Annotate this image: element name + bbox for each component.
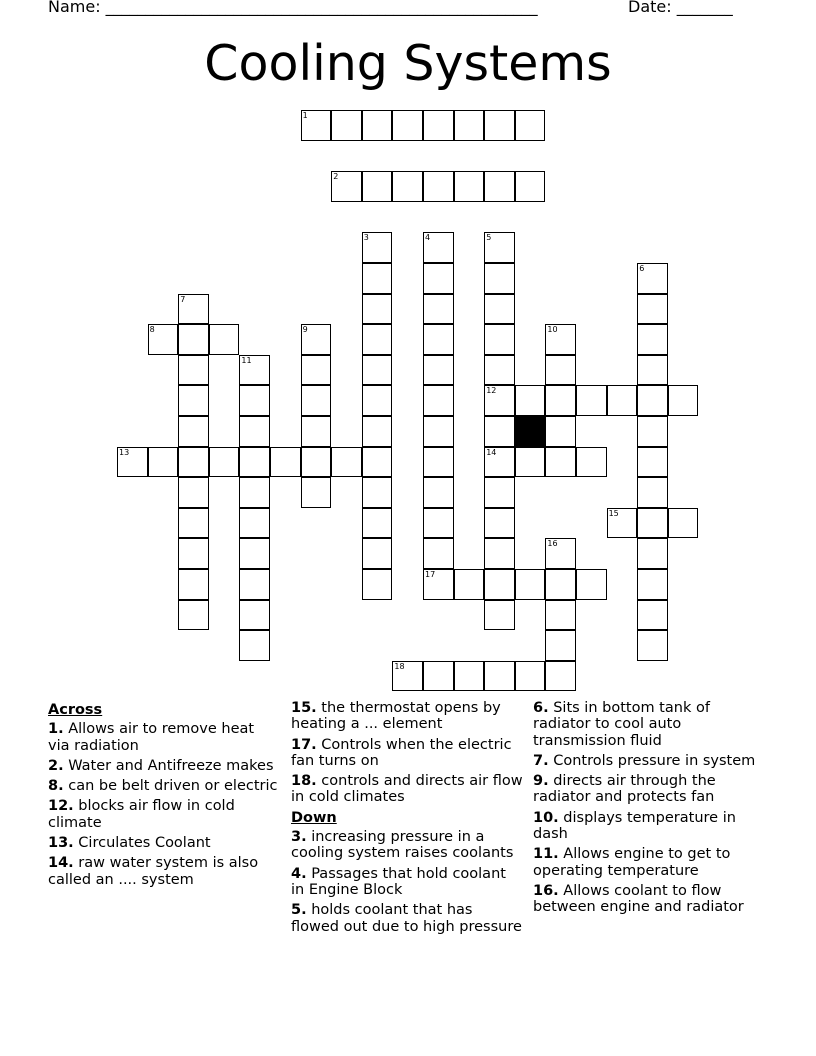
grid-cell[interactable] [239,447,270,478]
clue-item [291,737,523,770]
clue-number: 9. [533,773,549,790]
across-heading: Across [48,702,103,718]
grid-cell[interactable] [515,385,546,416]
grid-cell[interactable] [362,294,393,325]
grid-cell[interactable] [637,263,668,294]
grid-cell[interactable] [545,385,576,416]
grid-cell[interactable] [454,171,485,202]
clue-text: Allows engine to get to operating temperature [533,846,731,879]
grid-cell[interactable] [362,447,393,478]
clue-item [291,773,523,806]
grid-cell[interactable] [668,508,699,539]
clue-text: Allows coolant to flow between engine and radiator [533,882,744,916]
grid-cell[interactable] [576,447,607,478]
grid-cell[interactable] [545,538,576,569]
grid-cell[interactable] [362,110,393,141]
grid-cell[interactable] [239,508,270,539]
grid-cell[interactable] [423,110,454,141]
grid-cell[interactable] [178,294,209,325]
grid-cell[interactable] [239,355,270,386]
grid-cell[interactable] [637,385,668,416]
grid-cell[interactable] [362,477,393,508]
clue-item [291,700,523,733]
cell-number: 10 [547,325,558,335]
clue-number: 16. [533,882,559,899]
cell-number: 18 [394,661,405,671]
grid-cell[interactable] [362,263,393,294]
cell-number: 11 [241,355,252,365]
clue-number: 13. [48,835,74,852]
cell-number: 13 [119,447,130,457]
grid-cell[interactable] [423,661,454,692]
clue-item [48,778,280,794]
grid-cell[interactable] [637,447,668,478]
clue-text: Water and Antifreeze makes [63,757,274,774]
grid-cell[interactable] [362,171,393,202]
grid-cell[interactable] [576,385,607,416]
clue-text: Sits in bottom tank of radiator to cool auto transmission fluid [533,700,710,749]
grid-cell[interactable] [423,294,454,325]
grid-cell[interactable] [423,385,454,416]
grid-cell[interactable] [545,324,576,355]
cell-number: 4 [425,233,431,243]
grid-cell[interactable] [423,569,454,600]
grid-cell[interactable] [637,569,668,600]
grid-cell[interactable] [362,538,393,569]
grid-cell[interactable] [178,324,209,355]
clue-column-2 [291,700,523,939]
cell-number: 17 [425,570,436,579]
cell-number: 12 [486,386,497,396]
grid-cell[interactable] [239,569,270,600]
grid-cell[interactable] [484,661,515,692]
grid-cell[interactable] [423,324,454,355]
grid-cell[interactable] [484,294,515,325]
clue-number: 6. [533,700,549,716]
grid-cell[interactable] [484,600,515,631]
grid-cell[interactable] [454,569,485,600]
grid-cell[interactable] [637,508,668,539]
clue-number: 17. [291,736,317,753]
grid-cell[interactable] [637,355,668,386]
grid-cell[interactable] [545,630,576,661]
grid-cell[interactable] [239,477,270,508]
clue-number: 1. [48,721,64,738]
grid-cell[interactable] [637,477,668,508]
grid-cell[interactable] [515,569,546,600]
grid-cell[interactable] [545,355,576,386]
grid-cell[interactable] [454,110,485,141]
grid-cell[interactable] [545,416,576,447]
grid-cell[interactable] [301,416,332,447]
clue-item [48,758,280,774]
grid-cell[interactable] [637,600,668,631]
grid-cell[interactable] [423,171,454,202]
grid-cell[interactable] [362,508,393,539]
clue-item [48,721,280,754]
grid-cell[interactable] [637,630,668,661]
clue-number: 5. [291,902,307,919]
clue-number: 12. [48,798,74,815]
cell-number: 3 [363,233,369,243]
grid-cell[interactable] [270,447,301,478]
clue-text: Allows air to remove heat via radiation [48,721,255,754]
clue-text: raw water system is also called an .... system [48,855,259,888]
clue-item [48,835,280,851]
cell-number: 2 [333,172,339,182]
clue-item [291,902,523,935]
grid-cell[interactable] [392,110,423,141]
clue-text: blocks air flow in cold climate [48,798,235,831]
grid-cell[interactable] [209,447,240,478]
grid-cell[interactable] [362,324,393,355]
grid-cell[interactable] [239,416,270,447]
grid-cell[interactable] [484,385,515,416]
grid-cell[interactable] [239,600,270,631]
grid-cell[interactable] [301,324,332,355]
grid-cell[interactable] [484,355,515,386]
grid-cell[interactable] [576,569,607,600]
grid-cell[interactable] [545,661,576,692]
grid-cell[interactable] [148,447,179,478]
grid-cell[interactable] [484,538,515,569]
clue-text: increasing pressure in a cooling system raises coolants [291,829,514,862]
grid-cell[interactable] [362,416,393,447]
grid-cell[interactable] [362,232,393,263]
grid-cell[interactable] [239,538,270,569]
grid-cell[interactable] [178,508,209,539]
grid-cell[interactable] [301,385,332,416]
grid-cell[interactable] [423,508,454,539]
cell-number: 16 [547,539,558,549]
grid-cell[interactable] [331,447,362,478]
clue-text: holds coolant that has flowed out due to high pressure [291,902,522,935]
clues-section [0,700,816,1000]
clue-number: 18. [291,773,317,790]
clue-number: 7. [533,752,549,769]
grid-cell[interactable] [484,324,515,355]
grid-cell[interactable] [545,600,576,631]
grid-cell[interactable] [545,569,576,600]
clue-item [48,855,280,888]
date-field-label: Date: _______ [628,0,733,16]
grid-cell[interactable] [301,355,332,386]
grid-cell[interactable] [484,171,515,202]
cell-number: 1 [302,111,308,120]
cell-number: 6 [639,264,645,273]
grid-cell[interactable] [178,355,209,386]
clue-text: Passages that hold coolant in Engine Block [291,865,506,898]
cell-number: 15 [608,508,619,518]
grid-cell[interactable] [331,171,362,202]
grid-cell[interactable] [362,385,393,416]
grid-cell[interactable] [178,385,209,416]
clue-column-3 [533,700,765,920]
cell-number: 14 [486,447,497,457]
grid-cell[interactable] [607,385,638,416]
grid-cell[interactable] [239,630,270,661]
black-cell [515,416,546,447]
grid-cell[interactable] [637,538,668,569]
grid-cell[interactable] [362,569,393,600]
clue-item [291,829,523,862]
grid-cell[interactable] [209,324,240,355]
cell-number: 8 [149,325,155,335]
clue-number: 15. [291,700,317,716]
grid-cell[interactable] [637,324,668,355]
grid-cell[interactable] [454,661,485,692]
grid-cell[interactable] [392,171,423,202]
grid-cell[interactable] [515,110,546,141]
grid-cell[interactable] [239,385,270,416]
clue-number: 4. [291,865,307,882]
grid-cell[interactable] [484,263,515,294]
down-heading: Down [291,809,337,826]
clue-item [533,700,765,749]
grid-cell[interactable] [484,477,515,508]
clue-text: Circulates Coolant [73,835,211,852]
grid-cell[interactable] [484,569,515,600]
grid-cell[interactable] [178,538,209,569]
page-title: Cooling Systems [204,35,612,92]
clue-text: controls and directs air flow in cold climates [291,773,523,806]
grid-cell[interactable] [392,661,423,692]
grid-cell[interactable] [515,447,546,478]
grid-cell[interactable] [362,355,393,386]
clue-text: the thermostat opens by heating a ... element [291,700,501,733]
clue-item [533,753,765,769]
grid-cell[interactable] [668,385,699,416]
clue-number: 10. [533,809,559,826]
cell-number: 7 [180,294,186,304]
grid-cell[interactable] [484,508,515,539]
clue-number: 8. [48,778,64,795]
grid-cell[interactable] [178,569,209,600]
grid-cell[interactable] [148,324,179,355]
grid-cell[interactable] [484,416,515,447]
grid-cell[interactable] [423,232,454,263]
grid-cell[interactable] [484,232,515,263]
grid-cell[interactable] [178,477,209,508]
clue-text: directs air through the radiator and protects fan [533,773,716,806]
grid-cell[interactable] [423,538,454,569]
clue-text: can be belt driven or electric [63,778,278,795]
clue-text: Controls pressure in system [548,752,756,769]
cell-number: 5 [486,233,492,243]
grid-cell[interactable] [545,447,576,478]
clue-number: 14. [48,855,74,872]
grid-cell[interactable] [423,447,454,478]
clue-item [533,810,765,843]
clue-column-1 [48,700,280,892]
cell-number: 9 [302,325,308,335]
clue-number: 11. [533,846,559,863]
grid-cell[interactable] [637,294,668,325]
clue-item [533,773,765,806]
grid-cell[interactable] [178,416,209,447]
grid-cell[interactable] [515,171,546,202]
grid-cell[interactable] [607,508,638,539]
grid-cell[interactable] [423,477,454,508]
grid-cell[interactable] [484,110,515,141]
name-field-label: Name: ______________________________________________________ [48,0,538,16]
clue-item [48,798,280,831]
clue-text: displays temperature in dash [533,809,736,843]
grid-cell[interactable] [178,600,209,631]
grid-cell[interactable] [301,447,332,478]
clue-item [533,846,765,879]
grid-cell[interactable] [423,416,454,447]
grid-cell[interactable] [637,416,668,447]
clue-item [291,866,523,899]
grid-cell[interactable] [423,263,454,294]
grid-cell[interactable] [301,477,332,508]
grid-cell[interactable] [515,661,546,692]
grid-cell[interactable] [178,447,209,478]
clue-number: 2. [48,757,64,774]
clue-text: Controls when the electric fan turns on [291,736,512,769]
grid-cell[interactable] [117,447,148,478]
clue-number: 3. [291,829,307,846]
clue-item [533,883,765,916]
grid-cell[interactable] [331,110,362,141]
grid-cell[interactable] [423,355,454,386]
grid-cell[interactable] [301,110,332,141]
grid-cell[interactable] [484,447,515,478]
